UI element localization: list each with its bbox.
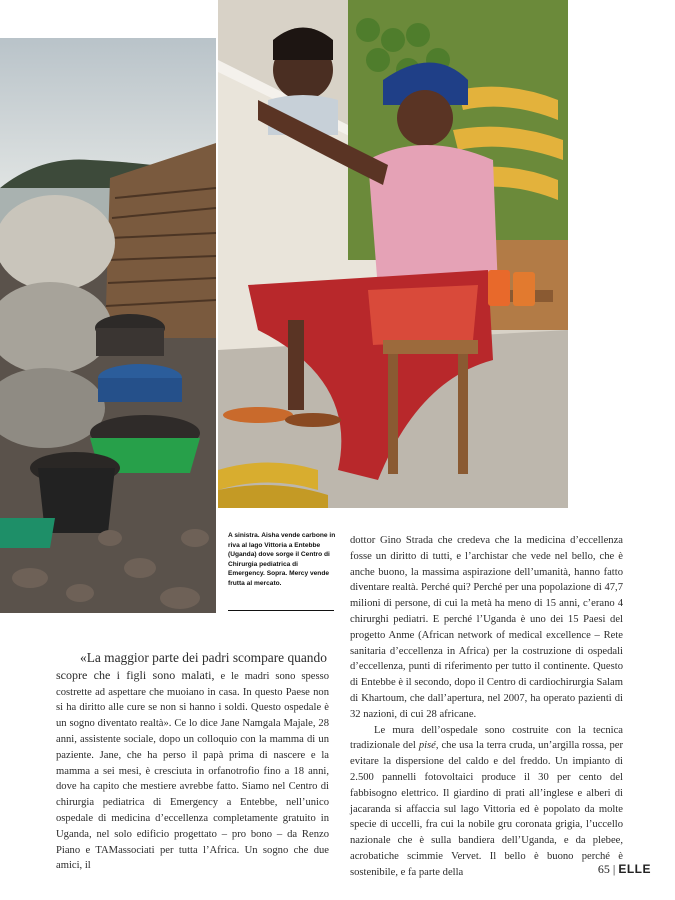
lede-quote: «La maggior parte dei padri scompare quando	[80, 650, 327, 665]
paragraph-2-text-b: , che usa la terra cruda, un’argilla rossa, per evitare la dispersione del caldo e del freddo. Un impianto di 2.500 pannelli fotovoltaici produce il 30 per cento del fabbisogno elettrico. Il giardino di prati all’inglese e alberi di jacaranda si affaccia sul lago Vittoria ed è popolato da molte specie di uccelli, fra cui la nobile gru coronata grigia, l’uccello nazionale che è sulla bandiera dell’Uganda, e da plebee, acrobatiche scimmie Vervet. Il bello è buono perché è sostenibile, e fa parte della	[350, 740, 623, 878]
folio-separator: |	[612, 862, 616, 876]
article-column-right	[350, 533, 623, 881]
photo-caption: A sinistra. Aisha vende carbone in riva al lago Vittoria a Entebbe (Uganda) dove sorge il Centro di Chirurgia pediatrica di Emergency. Sopra. Mercy vende frutta al mercato.	[228, 532, 336, 587]
page-folio	[598, 862, 651, 877]
article-paragraph-2	[350, 723, 623, 881]
photo-charcoal-stall	[0, 38, 216, 613]
article-column-left	[56, 650, 329, 874]
article-text-left: e le madri sono spesso costrette ad aspettare che muoiano in casa. In questo Paese non si ha diritto alle cure se non si hanno i soldi. Questo ospedale è un sogno diventato realtà». Ce lo dice Jane Namgala Majale, 28 anni, assistente sociale, dopo un colloquio con la mamma di un paziente. Jane, che ha perso il papà prima di nascere e la mamma a sei mesi, è cresciuta in orfanotrofio fino a 18 anni, dove ha capito che mestiere avrebbe fatto. Siamo nel Centro di chirurgia pediatrica di Emergency a Entebbe, nell’unico ospedale di medicina d’eccellenza completamente gratuito in Uganda, nel solo edificio progettato – pro bono – da Renzo Piano e TAMassociati per tutta l’Africa. Un sogno che due amici, il	[56, 670, 329, 872]
lede-continuation: scopre che i figli sono malati,	[56, 667, 215, 682]
caption-divider	[228, 610, 334, 611]
article-paragraph-1: dottor Gino Strada che credeva che la medicina d’eccellenza fosse un diritto di tutti, e l’archistar che vede nel bello, che è anche buono, la massima aspirazione dell’umanità, hanno fatto diventare realtà. Perché qui? Perché per una popolazione di 47,7 milioni di persone, di cui la metà ha meno di 15 anni, c’erano 4 chirurghi pediatri. E perché l’Uganda è uno dei 15 Paesi del progetto Anme (African network of medical excellence – Rete sanitaria d’eccellenza in Africa) per la costruzione di ospedali d’eccellenza, punti di riferimento per tutto il continente. Questo di Entebbe è il secondo, dopo il Centro di cardiochirurgia Salam di Khartoum, che dall’apertura, nel 2007, ha operato pazienti di 32 nazioni, di cui 28 africane.	[350, 535, 623, 720]
pise-term: pisé	[418, 740, 436, 752]
page-number: 65	[597, 862, 610, 876]
paragraph-2-text-a: Le mura dell’ospedale sono costruite con la tecnica tradizionale del	[350, 724, 623, 752]
magazine-brand: ELLE	[618, 862, 651, 876]
photo-market-vendors	[218, 0, 568, 508]
